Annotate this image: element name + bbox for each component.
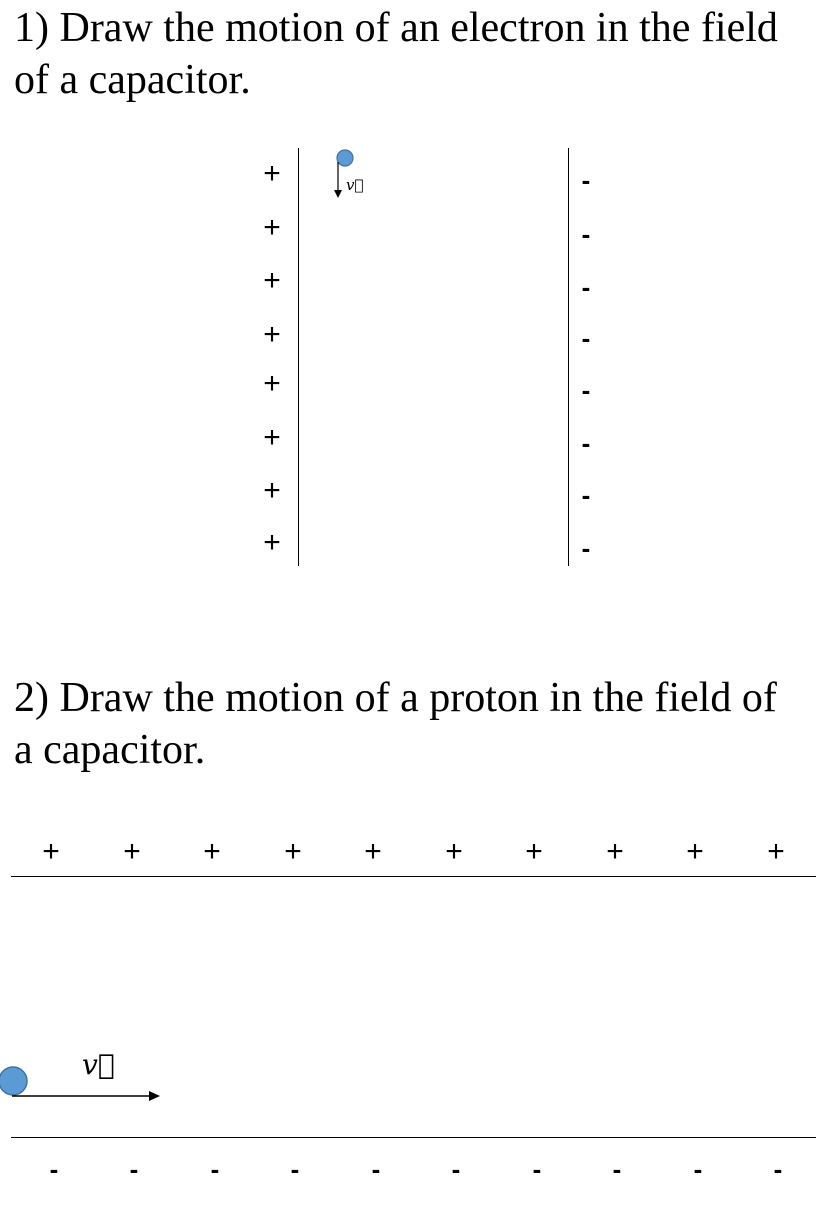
negative-charge: - <box>290 1154 300 1184</box>
positive-charge: + <box>263 474 281 507</box>
capacitor-1-positive-plate <box>298 148 299 566</box>
positive-charge: + <box>606 835 624 868</box>
negative-charge: - <box>451 1154 461 1184</box>
negative-charge: - <box>773 1154 783 1184</box>
electron-velocity-arrowhead <box>334 190 342 198</box>
positive-charge: + <box>525 835 543 868</box>
question-2-heading <box>14 672 777 776</box>
question-1-heading <box>14 2 778 106</box>
negative-charge: - <box>371 1154 381 1184</box>
positive-charge: + <box>767 835 785 868</box>
negative-charge: - <box>581 533 591 563</box>
negative-charge: - <box>581 323 591 353</box>
question-2-line-2: a capacitor. <box>14 727 206 773</box>
question-2-line-1: 2) Draw the motion of a proton in the field of <box>14 675 777 721</box>
negative-charge: - <box>612 1154 622 1184</box>
proton-velocity-label: v⃗ <box>82 1048 115 1081</box>
negative-charge: - <box>581 375 591 405</box>
negative-charge: - <box>210 1154 220 1184</box>
negative-charge: - <box>693 1154 703 1184</box>
positive-charge: + <box>263 367 281 400</box>
positive-charge: + <box>263 211 281 244</box>
positive-charge: + <box>263 421 281 454</box>
negative-charge: - <box>581 428 591 458</box>
positive-charge: + <box>686 835 704 868</box>
positive-charge: + <box>284 835 302 868</box>
electron-dot <box>337 150 353 166</box>
negative-charge: - <box>129 1154 139 1184</box>
positive-charge: + <box>263 157 281 190</box>
question-1-line-2: of a capacitor. <box>14 57 251 103</box>
negative-charge: - <box>581 272 591 302</box>
proton-velocity-arrowhead <box>149 1091 160 1101</box>
positive-charge: + <box>203 835 221 868</box>
positive-charge: + <box>445 835 463 868</box>
capacitor-2-positive-plate <box>11 876 816 877</box>
electron-velocity-label: v⃗ <box>346 176 364 194</box>
capacitor-1-negative-plate <box>568 148 569 566</box>
negative-charge: - <box>581 480 591 510</box>
positive-charge: + <box>263 264 281 297</box>
capacitor-2-negative-plate <box>11 1137 816 1138</box>
positive-charge: + <box>123 835 141 868</box>
negative-charge: - <box>49 1154 59 1184</box>
positive-charge: + <box>263 318 281 351</box>
positive-charge: + <box>263 526 281 559</box>
question-1-line-1: 1) Draw the motion of an electron in the field <box>14 5 778 51</box>
positive-charge: + <box>42 835 60 868</box>
negative-charge: - <box>532 1154 542 1184</box>
negative-charge: - <box>581 165 591 195</box>
positive-charge: + <box>364 835 382 868</box>
proton-dot <box>0 1067 27 1095</box>
negative-charge: - <box>581 219 591 249</box>
